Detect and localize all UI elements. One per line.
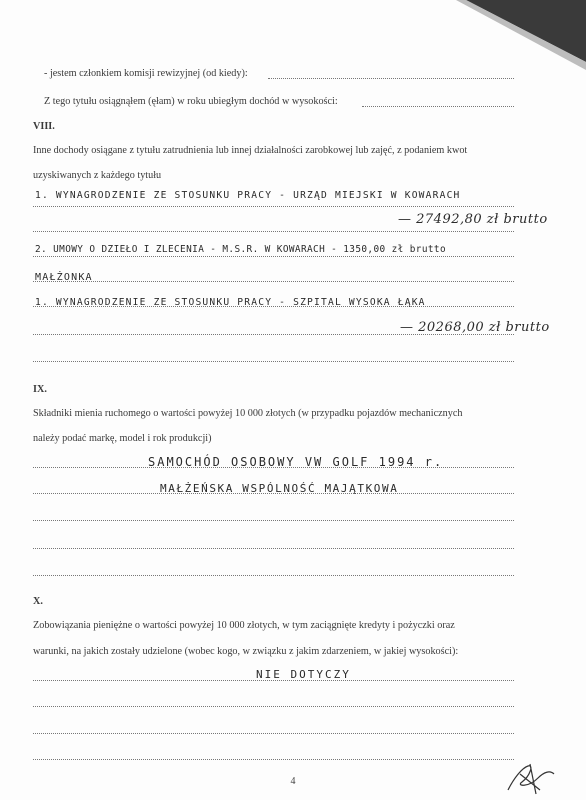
dotted-line xyxy=(33,520,514,521)
dotted-line xyxy=(33,361,514,362)
dochod-label: Z tego tytułu osiągnąłem (ęłam) w roku ubiegłym dochód w wysokości: xyxy=(44,96,338,107)
dotted-line xyxy=(33,733,514,734)
handwritten-entry: SAMOCHÓD OSOBOWY VW GOLF 1994 r. xyxy=(148,455,444,469)
dotted-line xyxy=(33,206,514,207)
section9-text-line1: Składniki mienia ruchomego o wartości powyżej 10 000 złotych (w przypadku pojazdów mechanicznych xyxy=(33,408,463,419)
page-number: 4 xyxy=(290,776,296,787)
dotted-line xyxy=(33,706,514,707)
handwritten-entry: 1. WYNAGRODZENIE ZE STOSUNKU PRACY - SZPITAL WYSOKA ŁĄKA xyxy=(35,297,426,308)
handwritten-entry: 2. UMOWY O DZIEŁO I ZLECENIA - M.S.R. W KOWARACH - 1350,00 zł brutto xyxy=(35,244,447,255)
handwritten-entry: NIE DOTYCZY xyxy=(256,668,351,681)
handwritten-entry: — 20268,00 zł brutto xyxy=(400,320,550,335)
dotted-line xyxy=(33,256,514,257)
section8-heading: VIII. xyxy=(33,121,55,132)
handwritten-entry: MAŁŻONKA xyxy=(35,272,93,283)
dotted-line xyxy=(33,575,514,576)
section9-heading: IX. xyxy=(33,384,47,395)
dochod-blank-line xyxy=(362,106,514,107)
komisja-label: - jestem członkiem komisji rewizyjnej (od kiedy): xyxy=(44,68,248,79)
komisja-blank-line xyxy=(268,78,514,79)
section8-text-line1: Inne dochody osiągane z tytułu zatrudnienia lub innej działalności zarobkowej lub zajęć, z podaniem kwot xyxy=(33,145,468,156)
section10-text-line2: warunki, na jakich zostały udzielone (wobec kogo, w związku z jakim zdarzeniem, w jakiej wysokości): xyxy=(33,646,459,657)
handwritten-entry: MAŁŻEŃSKA WSPÓLNOŚĆ MAJĄTKOWA xyxy=(160,482,399,495)
section10-text-line1: Zobowiązania pieniężne o wartości powyżej 10 000 złotych, w tym zaciągnięte kredyty i pożyczki oraz xyxy=(33,620,455,631)
dotted-line xyxy=(33,759,514,760)
handwritten-entry: 1. WYNAGRODZENIE ZE STOSUNKU PRACY - URZĄD MIEJSKI W KOWARACH xyxy=(35,190,461,201)
handwritten-entry: — 27492,80 zł brutto xyxy=(398,212,548,227)
dotted-line xyxy=(33,548,514,549)
scan-corner-shadow xyxy=(456,0,586,70)
section10-heading: X. xyxy=(33,596,43,607)
section8-text-line2: uzyskiwanych z każdego tytułu xyxy=(33,170,162,181)
dotted-line xyxy=(33,281,514,282)
dotted-line xyxy=(33,231,514,232)
section9-text-line2: należy podać markę, model i rok produkcji) xyxy=(33,433,212,444)
signature-icon xyxy=(500,760,560,796)
